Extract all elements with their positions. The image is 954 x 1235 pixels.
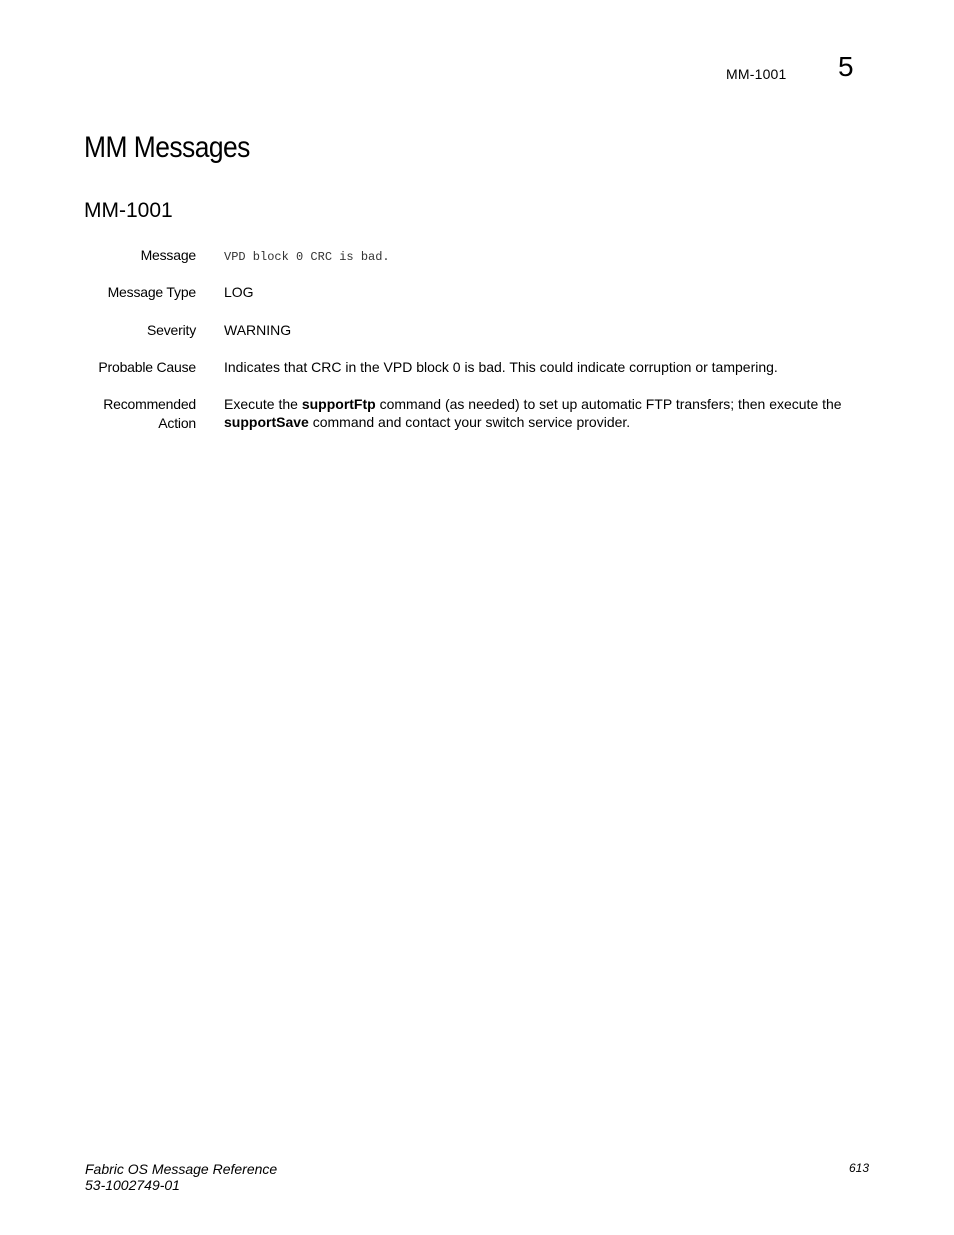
message-type-value: LOG (224, 284, 254, 300)
footer-doc-info (85, 1161, 277, 1193)
probable-cause-label: Probable Cause (98, 359, 196, 375)
action-text-3: command and contact your switch service provider. (308, 414, 631, 430)
severity-label: Severity (147, 322, 196, 338)
severity-value: WARNING (224, 322, 292, 338)
section-title: MM-1001 (84, 199, 173, 222)
action-text-1: Execute the (224, 396, 302, 412)
action-text-2: command (as needed) to set up automatic FTP transfers; then execute the (375, 396, 842, 412)
page-number: 613 (848, 1161, 869, 1175)
recommended-action-label-line1: Recommended (103, 396, 196, 412)
footer-doc-number: 53-1002749-01 (85, 1177, 180, 1193)
recommended-action-label (103, 395, 196, 433)
running-header: MM-1001 (726, 66, 787, 82)
chapter-number: 5 (838, 51, 854, 82)
message-label: Message (140, 247, 196, 263)
command-supportsave: supportSave (224, 414, 309, 430)
command-supportftp: supportFtp (301, 396, 376, 412)
recommended-action-label-line2: Action (158, 415, 196, 431)
message-type-label: Message Type (107, 284, 196, 300)
probable-cause-value: Indicates that CRC in the VPD block 0 is bad. This could indicate corruption or tampering. (224, 359, 778, 375)
recommended-action-value (224, 395, 864, 431)
message-value: VPD block 0 CRC is bad. (224, 250, 390, 264)
page-title: MM Messages (84, 131, 250, 164)
footer-doc-title: Fabric OS Message Reference (85, 1161, 278, 1177)
